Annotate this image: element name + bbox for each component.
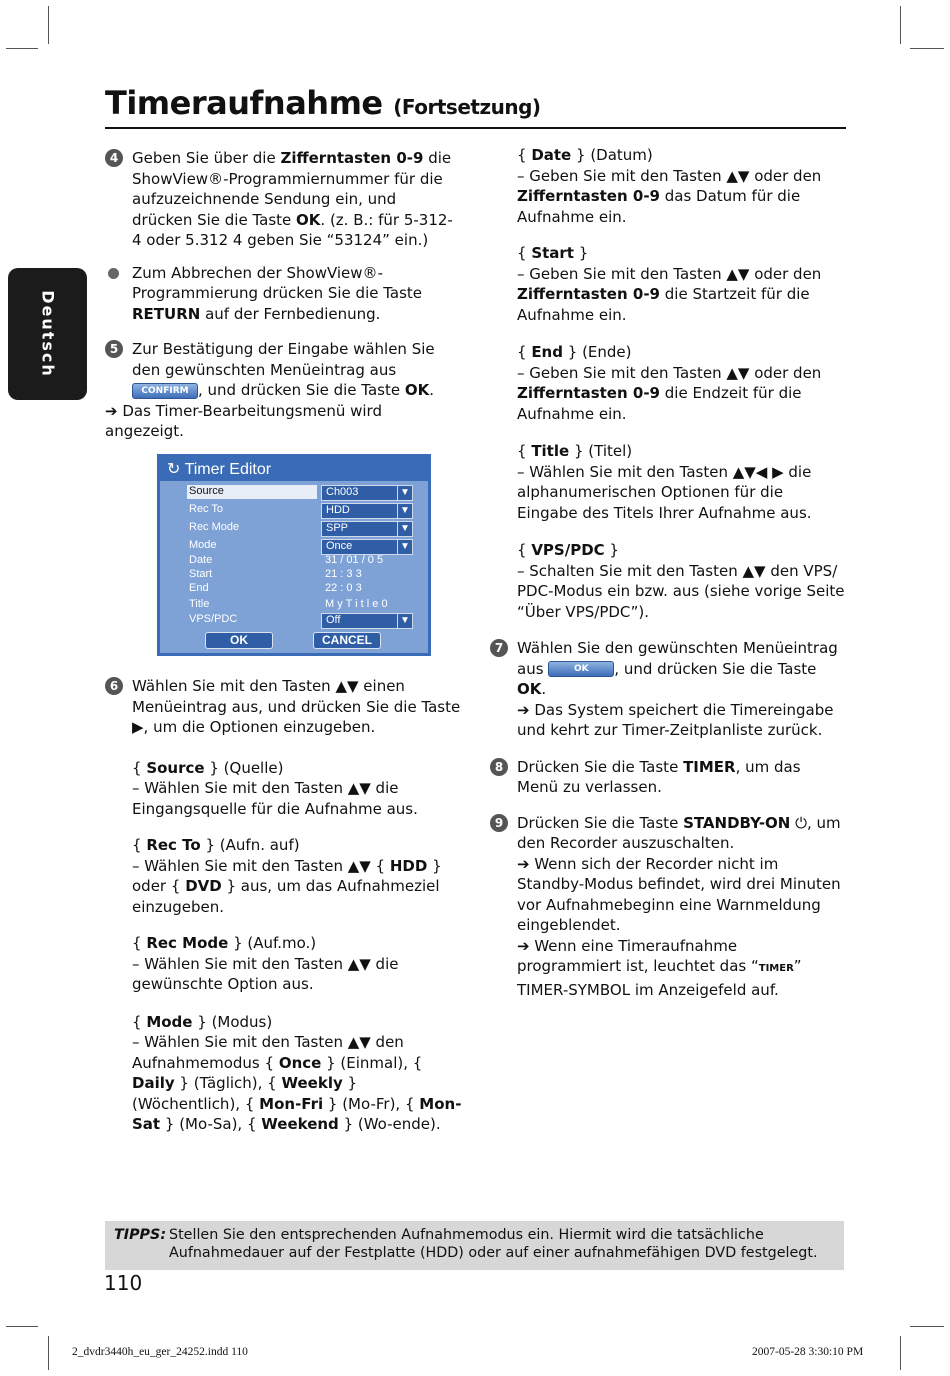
ok-button-image: OK <box>548 661 614 677</box>
timer-symbol: TIMER <box>758 963 794 974</box>
te-value: M y T i t l e 0 <box>325 598 388 610</box>
option-end: { End } (Ende) – Geben Sie mit den Tasten ▲▼ oder den Zifferntasten 0-9 die Endzeit für die Aufnahme ein. <box>517 343 822 423</box>
step-number: 5 <box>105 340 123 358</box>
te-row-source <box>187 485 425 500</box>
te-value: 21 : 3 3 <box>325 568 362 580</box>
option-date: { Date } (Datum) – Geben Sie mit den Tasten ▲▼ oder den Zifferntasten 0-9 das Datum für die Aufnahme ein. <box>517 146 822 226</box>
te-label: Rec Mode <box>189 521 240 533</box>
dropdown-arrow-icon: ▼ <box>397 613 413 629</box>
te-value: 22 : 0 3 <box>325 582 362 594</box>
option-mode: { Mode } (Modus) – Wählen Sie mit den Tasten ▲▼ den Aufnahmemodus { Once } (Einmal), { Daily } (Täglich), { Weekly } (Wöchentlich), { Mon-Fri } (Mo-Fr), { Mon-Sat } (Mo-Sa), { Weekend } (Wo-ende). <box>132 1012 462 1133</box>
tips-text: Stellen Sie den entsprechenden Aufnahmemodus ein. Hiermit wird die tatsächliche Aufnahmedauer auf der Festplatte (HDD) oder auf einer aufnahmefähigen DVD festgelegt. <box>169 1227 818 1261</box>
language-tab <box>8 268 87 400</box>
tips-label: TIPPS: <box>114 1227 167 1243</box>
cancel-bullet: Zum Abbrechen der ShowView®-Programmierung drücken Sie die Taste RETURN auf der Fernbedienung. <box>105 263 460 325</box>
step-7: 7 Wählen Sie den gewünschten Menüeintrag aus OK , und drücken Sie die Taste OK. ➔ Das System speichert die Timereingabe und kehrt zur Timer-Zeitplanliste zurück. <box>517 638 845 741</box>
te-row-title <box>187 598 425 613</box>
page-title <box>105 84 541 122</box>
right-column <box>494 145 845 1000</box>
te-row-start <box>187 568 425 583</box>
te-row-mode <box>187 539 425 554</box>
te-label: VPS/PDC <box>189 613 238 625</box>
te-label: Source <box>187 485 317 499</box>
option-recmode: { Rec Mode } (Auf.mo.) – Wählen Sie mit den Tasten ▲▼ die gewünschte Option aus. <box>132 934 399 993</box>
te-row-vpspdc <box>187 613 425 628</box>
te-row-recto <box>187 503 425 518</box>
te-cancel-button: CANCEL <box>313 632 381 649</box>
confirm-button-image: CONFIRM <box>132 383 198 399</box>
title-main: Timeraufnahme <box>105 84 383 122</box>
te-ok-button: OK <box>205 632 273 649</box>
timer-editor-body <box>160 481 428 653</box>
option-vps: { VPS/PDC } – Schalten Sie mit den Tasten ▲▼ den VPS/ PDC-Modus ein bzw. aus (siehe vorige Seite “Über VPS/PDC”). <box>517 541 845 621</box>
te-label: Start <box>189 568 213 580</box>
dropdown-arrow-icon: ▼ <box>397 503 413 519</box>
title-rule <box>105 127 846 129</box>
te-label: Rec To <box>189 503 224 515</box>
footer-timestamp: 2007-05-28 3:30:10 PM <box>752 1346 864 1358</box>
step5-result: ➔ Das Timer-Bearbeitungsmenü wird angezeigt. <box>105 401 382 440</box>
step-number: 9 <box>490 814 508 832</box>
te-row-recmode <box>187 521 425 536</box>
dropdown-arrow-icon: ▼ <box>397 539 413 555</box>
step-9: 9 Drücken Sie die Taste STANDBY-ON ⏻, um den Recorder auszuschalten. ➔ Wenn sich der Recorder nicht im Standby-Modus befindet, wird drei Minuten vor Aufnahmebeginn eine Warnmeldung eingeblendet. ➔ Wenn eine Timeraufnahme programmiert ist, leuchtet das “TIMER” TIMER-SYMBOL im Anzeigefeld auf. <box>517 813 845 1001</box>
step-5: 5 Zur Bestätigung der Eingabe wählen Sie den gewünschten Menüeintrag aus CONFIRM , und drücken Sie die Taste OK. ➔ Das Timer-Bearbeitungsmenü wird angezeigt. <box>105 339 460 442</box>
te-label: Date <box>189 554 213 566</box>
crop-mark <box>910 1326 944 1327</box>
page-number: 110 <box>104 1271 143 1295</box>
footer-file: 2_dvdr3440h_eu_ger_24252.indd 110 <box>72 1346 248 1358</box>
tips-box <box>105 1221 844 1270</box>
step-number: 4 <box>105 149 123 167</box>
step-number: 6 <box>105 677 123 695</box>
step-6: 6 Wählen Sie mit den Tasten ▲▼ einen Menüeintrag aus, und drücken Sie die Taste ▶, um die Optionen einzugeben. <box>105 676 463 738</box>
timer-editor-title: Timer Editor <box>184 461 272 478</box>
crop-mark <box>6 48 38 49</box>
te-value: Off <box>321 613 403 629</box>
te-label: Mode <box>189 539 217 551</box>
option-start: { Start } – Geben Sie mit den Tasten ▲▼ oder den Zifferntasten 0-9 die Startzeit für die Aufnahme ein. <box>517 244 822 324</box>
dropdown-arrow-icon: ▼ <box>397 521 413 537</box>
timer-icon: ↻ <box>167 461 181 478</box>
left-column <box>105 148 460 442</box>
te-label: End <box>189 582 209 594</box>
te-value: HDD <box>321 503 403 519</box>
te-row-date <box>187 554 425 569</box>
step-number: 8 <box>490 758 508 776</box>
timer-editor-screenshot <box>157 454 431 656</box>
te-value: Ch003 <box>321 485 403 501</box>
crop-mark <box>910 48 944 49</box>
crop-mark <box>48 1336 49 1370</box>
option-recto: { Rec To } (Aufn. auf) – Wählen Sie mit den Tasten ▲▼ { HDD } oder { DVD } aus, um das Aufnahmeziel einzugeben. <box>132 836 442 916</box>
title-sub: (Fortsetzung) <box>393 95 541 119</box>
step-8: 8 Drücken Sie die Taste TIMER, um das Menü zu verlassen. <box>517 757 845 798</box>
option-title: { Title } (Titel) – Wählen Sie mit den Tasten ▲▼◀ ▶ die alphanumerischen Optionen für die Eingabe des Titels Ihrer Aufnahme aus. <box>517 442 812 522</box>
crop-mark <box>900 1336 901 1370</box>
crop-mark <box>900 6 901 44</box>
te-row-end <box>187 582 425 597</box>
crop-mark <box>48 6 49 44</box>
step-number: 7 <box>490 639 508 657</box>
language-tab-label: Deutsch <box>38 290 57 378</box>
step-4: 4 Geben Sie über die Zifferntasten 0-9 die ShowView®-Programmiernummer für die aufzuzeichnende Sendung ein, und drücken Sie die Taste OK. (z. B.: für 5-312-4 oder 5.312 4 geben Sie “53124” ein.) <box>105 148 460 251</box>
te-value: 31 / 01 / 0 5 <box>325 554 384 566</box>
te-value: Once <box>321 539 403 555</box>
option-source: { Source } (Quelle) – Wählen Sie mit den Tasten ▲▼ die Eingangsquelle für die Aufnahme aus. <box>132 758 418 818</box>
te-value: SPP <box>321 521 403 537</box>
dropdown-arrow-icon: ▼ <box>397 485 413 501</box>
bullet-icon <box>108 268 119 279</box>
te-label: Title <box>189 598 210 610</box>
crop-mark <box>6 1326 38 1327</box>
timer-editor-header <box>167 459 271 479</box>
left-column-lower <box>105 676 463 1135</box>
